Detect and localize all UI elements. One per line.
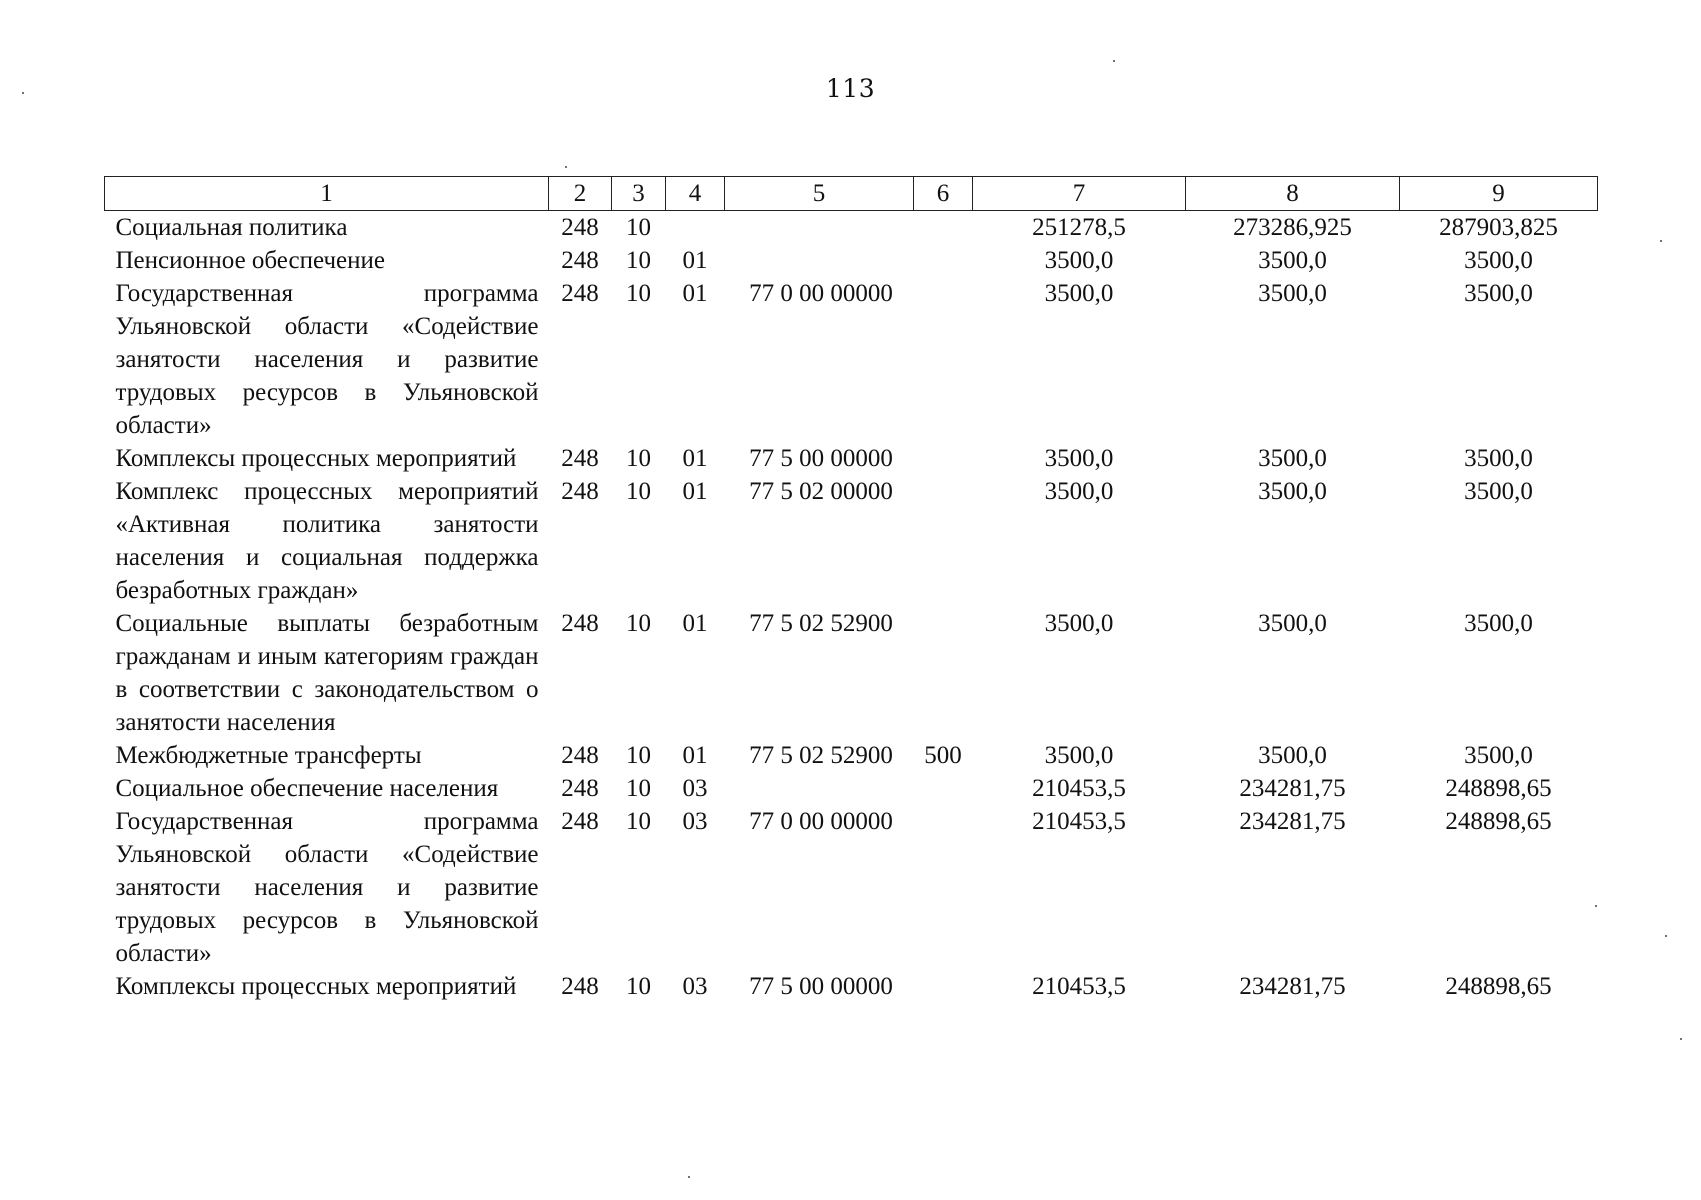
row-cell-c5 [725,772,914,805]
row-cell-c8: 3500,0 [1258,478,1327,505]
row-name-cell: Социальные выплаты безработным гражданам и иным категориям граждан в соответствии с законодательством о занятости населения [115,610,539,736]
row-cell-c8: 3500,0 [1258,742,1327,769]
row-cell-c2: 248 [561,775,599,802]
page-number: 113 [825,74,876,103]
row-cell-c8: 273286,925 [1233,214,1352,241]
row-cell-c9: 287903,825 [1439,214,1558,241]
row-cell-c3: 10 [626,973,651,1000]
row-cell-c5: 77 0 00 00000 [749,808,893,835]
table-row [105,772,1598,805]
row-name-cell: Межбюджетные трансферты [115,742,422,769]
row-cell-c7: 3500,0 [1044,247,1114,274]
table-header [105,177,1598,211]
row-cell-c7: 3500,0 [1044,445,1114,472]
column-header: 4 [666,177,725,211]
row-cell-c8: 234281,75 [1239,775,1346,802]
row-cell-c6: 500 [924,742,962,769]
row-cell-c2: 248 [561,742,599,769]
row-name-cell: Комплексы процессных мероприятий [115,973,517,1000]
row-cell-c2: 248 [561,214,599,241]
row-cell-c3: 10 [626,214,651,241]
row-cell-c5: 77 5 02 00000 [749,478,893,505]
row-cell-c5: 77 5 02 52900 [749,742,893,769]
row-cell-c5: 77 5 00 00000 [749,445,893,472]
column-header: 9 [1400,177,1598,211]
row-cell-c2: 248 [561,445,599,472]
row-cell-c4: 03 [682,808,708,835]
row-cell-c9: 3500,0 [1464,742,1533,769]
table-row [105,211,1598,245]
scan-speck [1595,905,1597,907]
row-cell-c5: 77 0 00 00000 [749,280,893,307]
scan-speck [565,166,567,168]
row-cell-c4: 01 [682,247,708,274]
column-header: 7 [973,177,1186,211]
scan-speck [1113,60,1115,62]
row-cell-c4: 01 [682,742,708,769]
row-cell-c2: 248 [561,973,599,1000]
row-cell-c6 [914,244,973,277]
row-name-cell: Комплекс процессных мероприятий «Активная политика занятости населения и социальная поддержка безработных граждан» [115,478,539,604]
scan-speck [1660,240,1662,242]
row-cell-c6 [914,277,973,442]
row-cell-c8: 3500,0 [1258,445,1327,472]
row-cell-c4: 03 [682,973,708,1000]
column-header: 1 [105,177,549,211]
row-cell-c3: 10 [626,280,651,307]
row-cell-c6 [914,607,973,739]
row-cell-c3: 10 [626,478,651,505]
row-cell-c9: 248898,65 [1445,775,1552,802]
row-cell-c9: 3500,0 [1464,247,1533,274]
row-name-cell: Пенсионное обеспечение [115,247,385,274]
row-cell-c2: 248 [561,247,599,274]
row-cell-c8: 3500,0 [1258,280,1327,307]
table-row [105,607,1598,739]
row-cell-c7: 210453,5 [1032,808,1126,835]
row-cell-c6 [914,211,973,245]
table-row [105,739,1598,772]
row-cell-c3: 10 [626,775,651,802]
row-name-cell: Социальное обеспечение населения [115,775,499,802]
row-name-cell: Государственная программа Ульяновской области «Содействие занятости населения и развитие трудовых ресурсов в Ульяновской области» [115,808,539,967]
row-cell-c2: 248 [561,610,599,637]
row-cell-c9: 3500,0 [1464,280,1533,307]
row-cell-c9: 248898,65 [1445,808,1552,835]
row-cell-c6 [914,475,973,607]
row-cell-c9: 3500,0 [1464,610,1533,637]
row-cell-c4: 03 [682,775,708,802]
row-cell-c9: 3500,0 [1464,445,1533,472]
row-cell-c9: 248898,65 [1445,973,1552,1000]
row-cell-c7: 210453,5 [1032,973,1126,1000]
row-cell-c4: 01 [682,610,708,637]
row-cell-c2: 248 [561,808,599,835]
row-cell-c8: 3500,0 [1258,247,1327,274]
budget-table [104,176,1598,1003]
row-cell-c7: 3500,0 [1044,280,1114,307]
row-cell-c2: 248 [561,478,599,505]
column-header: 3 [612,177,666,211]
scan-speck [1665,935,1667,937]
scan-speck [688,1176,690,1178]
row-cell-c6 [914,772,973,805]
table-row [105,442,1598,475]
row-cell-c8: 234281,75 [1239,808,1346,835]
scan-speck [22,92,24,94]
row-cell-c6 [914,805,973,970]
row-cell-c5 [725,244,914,277]
row-cell-c5: 77 5 02 52900 [749,610,893,637]
column-header: 6 [914,177,973,211]
table-row [105,970,1598,1003]
row-cell-c8: 3500,0 [1258,610,1327,637]
column-header: 5 [725,177,914,211]
column-header: 8 [1186,177,1400,211]
row-cell-c9: 3500,0 [1464,478,1533,505]
row-name-cell: Комплексы процессных мероприятий [115,445,517,472]
row-cell-c7: 3500,0 [1044,478,1114,505]
row-cell-c4 [666,211,725,245]
column-header: 2 [549,177,612,211]
row-cell-c6 [914,970,973,1003]
row-cell-c4: 01 [682,280,708,307]
row-cell-c7: 3500,0 [1044,742,1114,769]
row-name-cell: Социальная политика [115,214,348,241]
row-cell-c5 [725,211,914,245]
scan-speck [1680,1038,1682,1040]
row-name-cell: Государственная программа Ульяновской области «Содействие занятости населения и развитие трудовых ресурсов в Ульяновской области» [115,280,539,439]
row-cell-c3: 10 [626,610,651,637]
row-cell-c3: 10 [626,808,651,835]
row-cell-c7: 210453,5 [1032,775,1126,802]
row-cell-c5: 77 5 00 00000 [749,973,893,1000]
row-cell-c3: 10 [626,742,651,769]
row-cell-c8: 234281,75 [1239,973,1346,1000]
table-body [105,211,1598,1004]
row-cell-c4: 01 [682,478,708,505]
row-cell-c6 [914,442,973,475]
table-row [105,244,1598,277]
table-row [105,475,1598,607]
row-cell-c7: 3500,0 [1044,610,1114,637]
row-cell-c3: 10 [626,247,651,274]
table-row [105,277,1598,442]
row-cell-c3: 10 [626,445,651,472]
table-row [105,805,1598,970]
row-cell-c4: 01 [682,445,708,472]
row-cell-c2: 248 [561,280,599,307]
row-cell-c7: 251278,5 [1032,214,1126,241]
